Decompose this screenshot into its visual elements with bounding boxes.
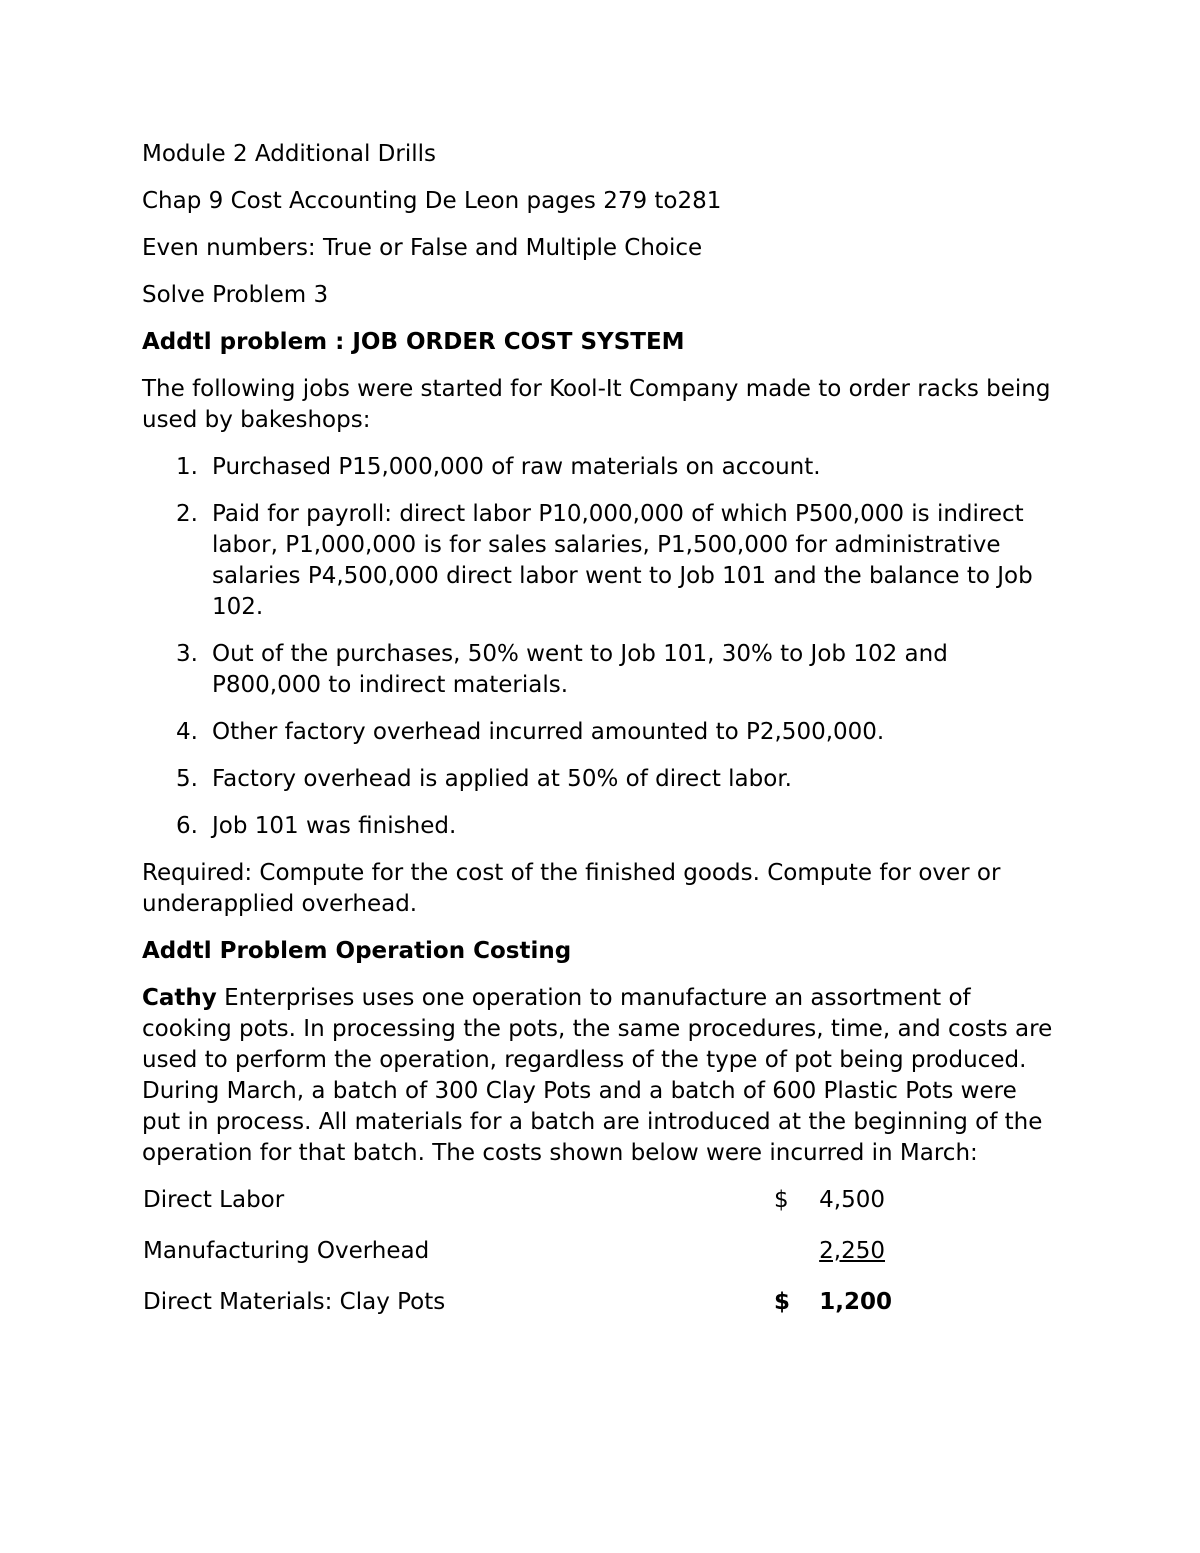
cost-row-direct-labor: [142, 1185, 1062, 1216]
list-number: 6.: [176, 813, 198, 839]
module-title: Module 2 Additional Drills: [142, 141, 436, 167]
list-text: Factory overhead is applied at 50% of direct labor.: [212, 766, 792, 792]
job-order-intro: The following jobs were started for Kool-It Company made to order racks being used by bakeshops:: [142, 376, 1051, 433]
list-text: Other factory overhead incurred amounted to P2,500,000.: [212, 719, 885, 745]
list-item: [142, 639, 1062, 701]
assignment-line: Even numbers: True or False and Multiple Choice: [142, 235, 703, 261]
list-number: 1.: [176, 454, 198, 480]
list-item: [142, 811, 1062, 842]
cost-amount: 2,250: [819, 1238, 885, 1264]
operation-costing-heading: Addtl Problem Operation Costing: [142, 938, 572, 964]
document-page: [142, 139, 1062, 1338]
list-number: 3.: [176, 641, 198, 667]
company-name: Cathy: [142, 985, 217, 1011]
description-text: Enterprises uses one operation to manufacture an assortment of cooking pots. In processing the pots, the same procedures, time, and costs are used to perform the operation, regardless of the type of pot being produced. During March, a batch of 300 Clay Pots and a batch of 600 Plastic Pots were put in process. All materials for a batch are introduced at the beginning of the operation for that batch. The costs shown below were incurred in March:: [142, 985, 1053, 1166]
chapter-reference: Chap 9 Cost Accounting De Leon pages 279 to281: [142, 188, 722, 214]
list-text: Paid for payroll: direct labor P10,000,000 of which P500,000 is indirect labor, P1,000,000 is for sales salaries, P1,500,000 for administrative salaries P4,500,000 direct labor went to Job 101 and the balance to Job 102.: [212, 501, 1033, 620]
list-text: Job 101 was finished.: [212, 813, 457, 839]
list-item: [142, 499, 1062, 623]
list-item: [142, 452, 1062, 483]
list-item: [142, 764, 1062, 795]
cost-row-direct-materials-clay-pots: [142, 1287, 1062, 1318]
cost-label: Direct Materials: Clay Pots: [143, 1289, 446, 1315]
list-text: Purchased P15,000,000 of raw materials on account.: [212, 454, 821, 480]
job-order-heading: Addtl problem : JOB ORDER COST SYSTEM: [142, 329, 685, 355]
solve-problem-line: Solve Problem 3: [142, 282, 329, 308]
list-number: 4.: [176, 719, 198, 745]
cost-currency: $: [774, 1289, 791, 1315]
cost-amount: 1,200: [819, 1289, 892, 1315]
job-order-list: [142, 452, 1062, 842]
list-number: 5.: [176, 766, 198, 792]
cost-label: Manufacturing Overhead: [143, 1238, 430, 1264]
list-item: [142, 717, 1062, 748]
list-number: 2.: [176, 501, 198, 527]
list-text: Out of the purchases, 50% went to Job 101, 30% to Job 102 and P800,000 to indirect materials.: [212, 641, 948, 698]
cost-row-manufacturing-overhead: [142, 1236, 1062, 1267]
cost-amount: 4,500: [819, 1187, 885, 1213]
cost-label: Direct Labor: [143, 1187, 285, 1213]
cost-currency: $: [774, 1187, 789, 1213]
required-statement: Required: Compute for the cost of the finished goods. Compute for over or underapplied overhead.: [142, 860, 1001, 917]
operation-costing-description: [142, 983, 1062, 1169]
